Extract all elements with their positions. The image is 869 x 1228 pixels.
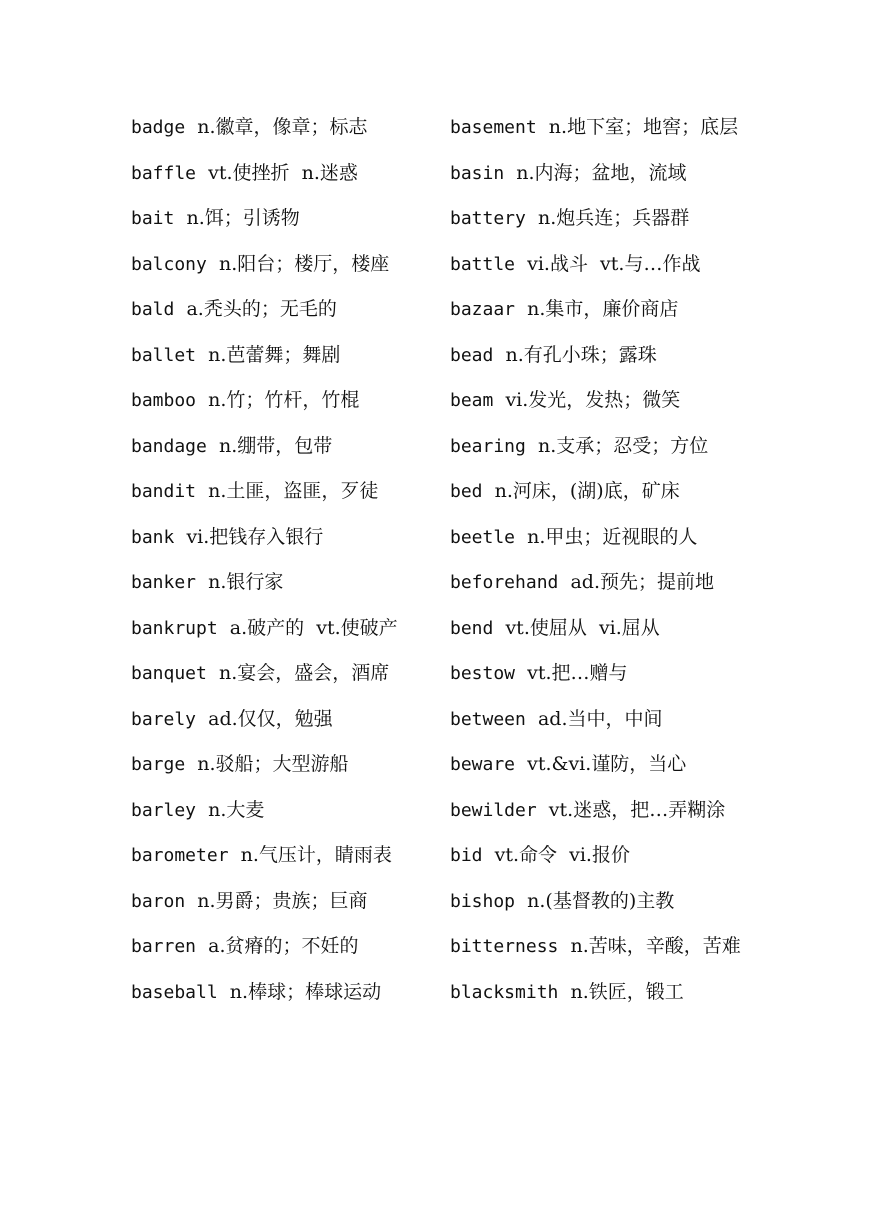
vocab-word: beware xyxy=(450,754,516,775)
vocab-word: bead xyxy=(450,344,494,366)
vocab-entry xyxy=(450,970,742,1016)
vocab-word: barge xyxy=(131,754,186,775)
vocab-entry xyxy=(131,287,416,333)
vocab-entry xyxy=(450,879,742,925)
vocab-word: bishop xyxy=(450,890,516,912)
vocab-word: barely xyxy=(131,708,197,730)
vocab-entry xyxy=(131,515,416,561)
vocab-entry xyxy=(131,333,416,379)
vocab-definition: vi.把钱存入银行 xyxy=(186,525,324,548)
vocab-definition: n.气压计，睛雨表 xyxy=(240,844,392,866)
vocab-word: bald xyxy=(131,299,175,320)
vocab-entry xyxy=(450,742,742,788)
vocab-definition: vt.&vi.谨防，当心 xyxy=(527,753,687,775)
vocab-entry xyxy=(131,151,416,197)
vocab-word: blacksmith xyxy=(450,981,559,1003)
vocab-word: bandit xyxy=(131,481,197,502)
vocab-definition: a.贫瘠的；不妊的 xyxy=(208,935,359,957)
vocab-word: bid xyxy=(450,845,483,866)
vocab-entry xyxy=(450,788,742,834)
vocab-entry xyxy=(131,697,416,743)
vocab-entry xyxy=(131,424,416,470)
vocab-entry xyxy=(131,742,416,788)
vocab-word: badge xyxy=(131,117,186,138)
vocab-entry xyxy=(131,105,416,151)
vocab-definition: n.徽章，像章；标志 xyxy=(197,116,368,138)
vocab-word: banker xyxy=(131,572,197,593)
vocab-definition: vt.把…赠与 xyxy=(527,662,628,684)
vocab-entry xyxy=(450,424,742,470)
vocab-entry xyxy=(450,333,742,379)
vocab-entry xyxy=(450,924,742,970)
vocab-entry xyxy=(131,196,416,242)
vocab-definition: n.甲虫；近视眼的人 xyxy=(527,525,698,548)
vocab-entry xyxy=(131,378,416,424)
vocab-word: bed xyxy=(450,481,483,502)
vocab-word: basin xyxy=(450,162,505,184)
vocab-entry xyxy=(450,651,742,697)
vocab-word: between xyxy=(450,708,526,730)
vocab-word: barren xyxy=(131,936,197,957)
vocab-definition: n.支承；忍受；方位 xyxy=(537,434,709,457)
vocab-word: beforehand xyxy=(450,572,559,593)
vocab-definition: ad.当中，中间 xyxy=(537,707,663,730)
vocab-entry xyxy=(131,833,416,879)
vocab-entry xyxy=(131,924,416,970)
vocab-entry xyxy=(131,788,416,834)
vocab-word: banquet xyxy=(131,663,207,684)
vocab-definition: n.地下室；地窖；底层 xyxy=(548,116,739,138)
vocab-definition: a.破产的 vt.使破产 xyxy=(229,616,398,639)
vocab-word: bazaar xyxy=(450,299,516,320)
vocab-entry xyxy=(450,151,742,197)
vocab-entry xyxy=(131,242,416,288)
vocab-definition: n.集市，廉价商店 xyxy=(527,298,679,320)
vocab-entry xyxy=(450,105,742,151)
vocab-definition: vt.使屈从 vi.屈从 xyxy=(505,616,660,639)
vocab-entry xyxy=(450,242,742,288)
vocab-word: bestow xyxy=(450,663,516,684)
vocab-word: balcony xyxy=(131,253,207,275)
vocab-definition: a.秃头的；无毛的 xyxy=(186,298,337,320)
vocab-definition: n.男爵；贵族；巨商 xyxy=(197,889,368,912)
vocab-word: bewilder xyxy=(450,799,537,821)
vocab-word: baron xyxy=(131,890,186,912)
vocab-column-left xyxy=(131,105,416,1015)
vocab-word: baseball xyxy=(131,981,218,1003)
vocab-word: bitterness xyxy=(450,936,559,957)
vocab-entry xyxy=(131,970,416,1016)
vocab-definition: n.有孔小珠；露珠 xyxy=(505,343,657,366)
vocab-definition: n.内海；盆地，流域 xyxy=(516,161,687,184)
vocab-word: beetle xyxy=(450,526,516,548)
vocab-definition: ad.预先；提前地 xyxy=(570,571,714,593)
vocab-definition: n.阳台；楼厅，楼座 xyxy=(218,252,390,275)
vocab-definition: n.河床，(湖)底，矿床 xyxy=(494,480,680,502)
vocab-word: ballet xyxy=(131,344,197,366)
vocab-entry xyxy=(131,469,416,515)
vocab-definition: n.竹；竹杆，竹棍 xyxy=(208,389,360,411)
vocab-definition: n.炮兵连；兵器群 xyxy=(537,207,690,229)
vocab-entry xyxy=(450,697,742,743)
vocab-entry xyxy=(450,560,742,606)
vocab-word: bend xyxy=(450,617,494,639)
vocab-definition: n.宴会，盛会，酒席 xyxy=(218,662,390,684)
vocab-definition: n.铁匠，锻工 xyxy=(570,980,684,1003)
vocab-definition: vt.命令 vi.报价 xyxy=(494,844,630,866)
vocab-definition: n.饵；引诱物 xyxy=(186,207,300,229)
vocab-word: battle xyxy=(450,253,516,275)
vocab-entry xyxy=(450,287,742,333)
vocab-entry xyxy=(450,606,742,652)
vocab-definition: vt.迷惑，把…弄糊涂 xyxy=(548,798,726,821)
vocab-word: bait xyxy=(131,208,175,229)
vocab-word: bamboo xyxy=(131,390,197,411)
vocab-word: bank xyxy=(131,526,175,548)
vocab-entry xyxy=(450,515,742,561)
vocab-word: bankrupt xyxy=(131,617,218,639)
vocab-entry xyxy=(131,560,416,606)
vocab-entry xyxy=(131,606,416,652)
vocab-definition: n.大麦 xyxy=(208,798,265,821)
vocab-definition: ad.仅仅，勉强 xyxy=(208,707,333,730)
vocab-word: battery xyxy=(450,208,526,229)
vocab-entry xyxy=(450,469,742,515)
vocab-definition: n.驳船；大型游船 xyxy=(197,753,349,775)
vocab-word: bearing xyxy=(450,435,526,457)
vocab-entry xyxy=(450,833,742,879)
vocab-definition: vi.战斗 vt.与…作战 xyxy=(527,252,701,275)
vocab-word: bandage xyxy=(131,435,207,457)
vocab-entry xyxy=(131,879,416,925)
vocab-word: barometer xyxy=(131,845,229,866)
vocab-word: baffle xyxy=(131,162,197,184)
vocab-entry xyxy=(131,651,416,697)
vocab-word: beam xyxy=(450,390,494,411)
vocab-definition: n.银行家 xyxy=(208,571,284,593)
vocab-definition: n.(基督教的)主教 xyxy=(527,889,675,912)
vocab-word: basement xyxy=(450,117,537,138)
vocab-entry xyxy=(450,378,742,424)
vocab-definition: n.苦味，辛酸，苦难 xyxy=(570,935,741,957)
vocab-definition: n.土匪，盗匪，歹徒 xyxy=(208,480,379,502)
vocab-definition: vi.发光，发热；微笑 xyxy=(505,389,681,411)
vocab-definition: n.棒球；棒球运动 xyxy=(229,980,382,1003)
vocab-definition: n.芭蕾舞；舞剧 xyxy=(208,343,341,366)
vocab-word: barley xyxy=(131,799,197,821)
vocab-entry xyxy=(450,196,742,242)
vocab-definition: n.绷带，包带 xyxy=(218,434,333,457)
vocab-definition: vt.使挫折 n.迷惑 xyxy=(208,161,358,184)
vocab-column-right xyxy=(450,105,742,1015)
